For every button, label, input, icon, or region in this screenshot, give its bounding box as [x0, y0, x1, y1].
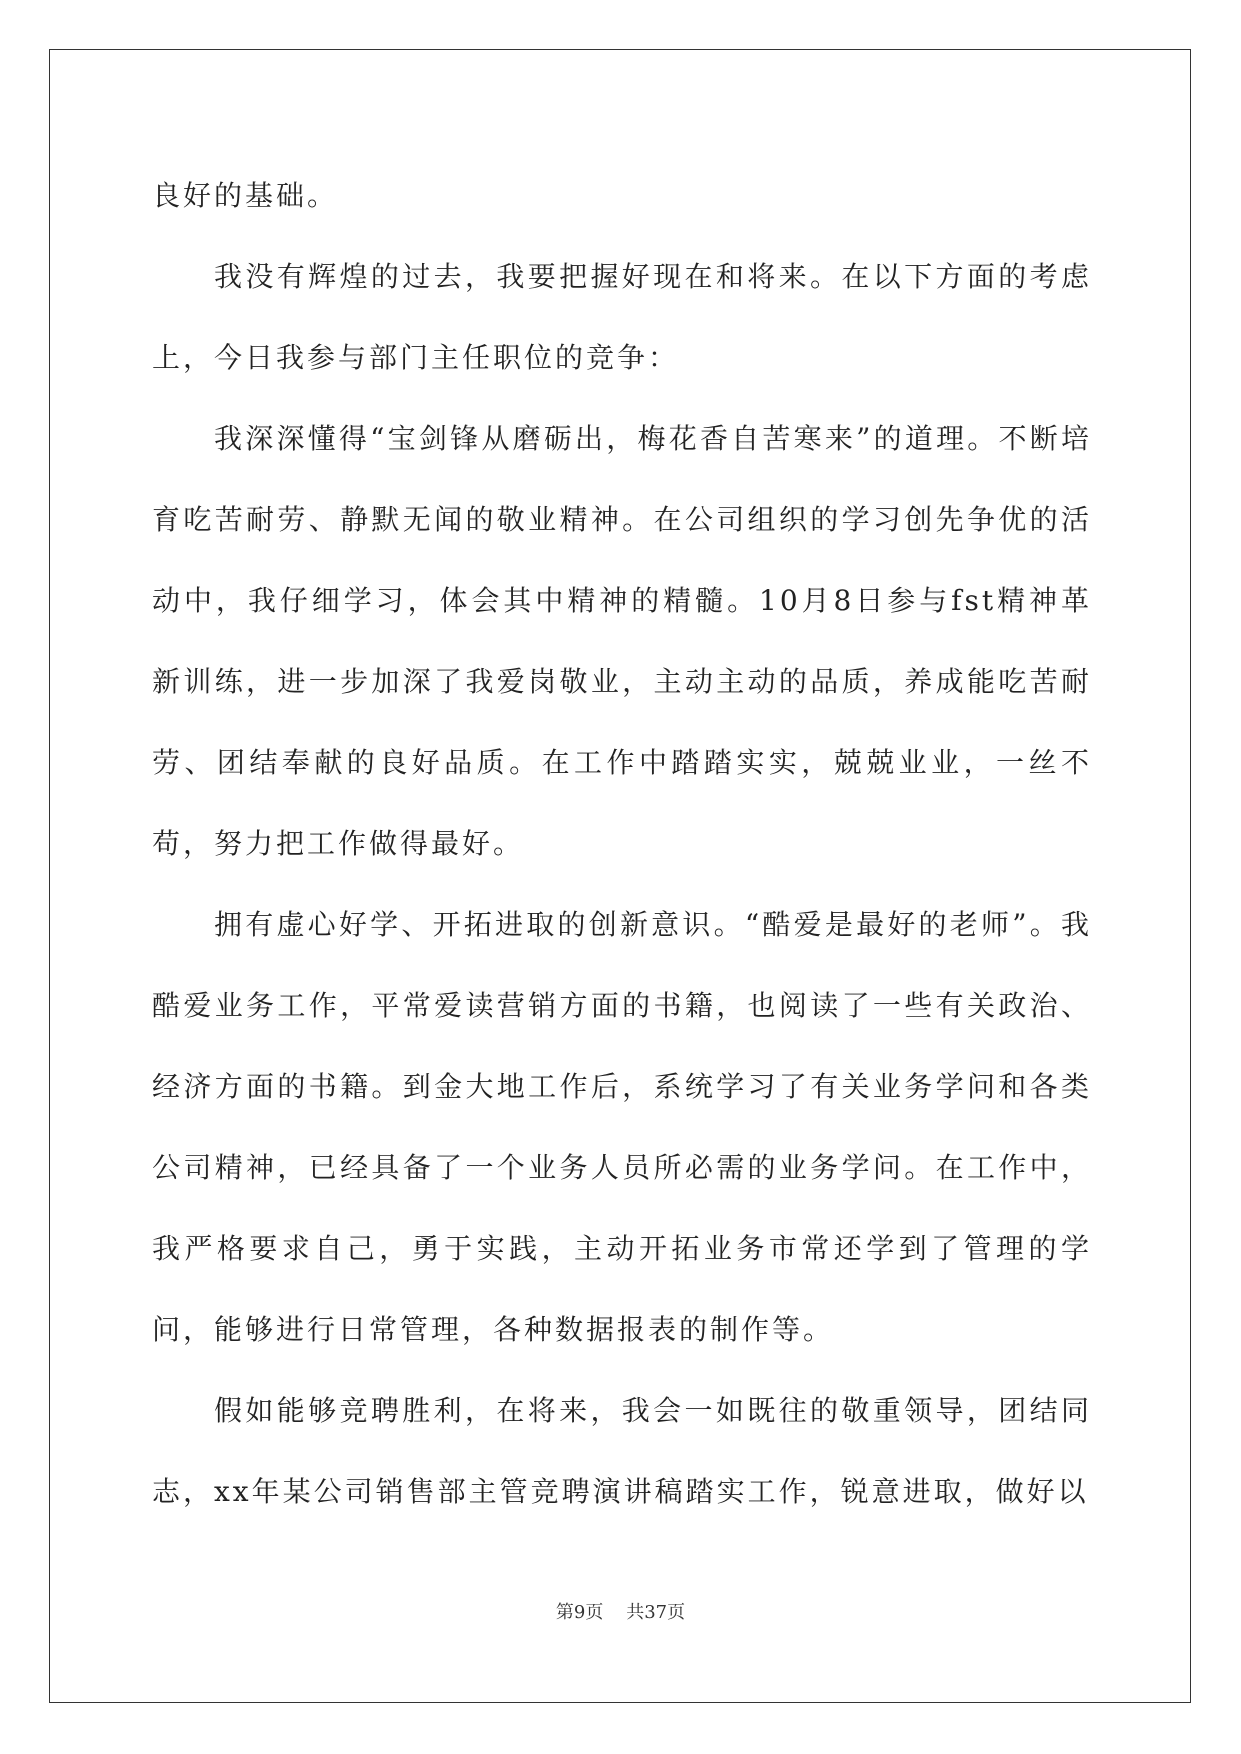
- paragraph: 拥有虚心好学、开拓进取的创新意识。“酷爱是最好的老师”。我酷爱业务工作，平常爱读营销方面的书籍，也阅读了一些有关政治、经济方面的书籍。到金大地工作后，系统学习了有关业务学问和各类公司精神，已经具备了一个业务人员所必需的业务学问。在工作中，我严格要求自己，勇于实践，主动开拓业务市常还学到了管理的学问，能够进行日常管理，各种数据报表的制作等。: [152, 908, 1092, 1346]
- paragraph: 我没有辉煌的过去，我要把握好现在和将来。在以下方面的考虑上，今日我参与部门主任职位的竞争：: [152, 260, 1092, 374]
- page-number-footer: 第9页 共37页: [555, 1602, 686, 1623]
- paragraph-continuation: 良好的基础。: [152, 179, 339, 212]
- paragraph: 我深深懂得“宝剑锋从磨砺出，梅花香自苦寒来”的道理。不断培育吃苦耐劳、静默无闻的敬业精神。在公司组织的学习创先争优的活动中，我仔细学习，体会其中精神的精髓。10月8日参与fst精神革新训练，进一步加深了我爱岗敬业，主动主动的品质，养成能吃苦耐劳、团结奉献的良好品质。在工作中踏踏实实，兢兢业业，一丝不苟，努力把工作做得最好。: [152, 422, 1092, 860]
- paragraph: 假如能够竞聘胜利，在将来，我会一如既往的敬重领导，团结同志，xx年某公司销售部主管竞聘演讲稿踏实工作，锐意进取，做好以: [152, 1394, 1092, 1508]
- document-body: [152, 155, 1092, 1532]
